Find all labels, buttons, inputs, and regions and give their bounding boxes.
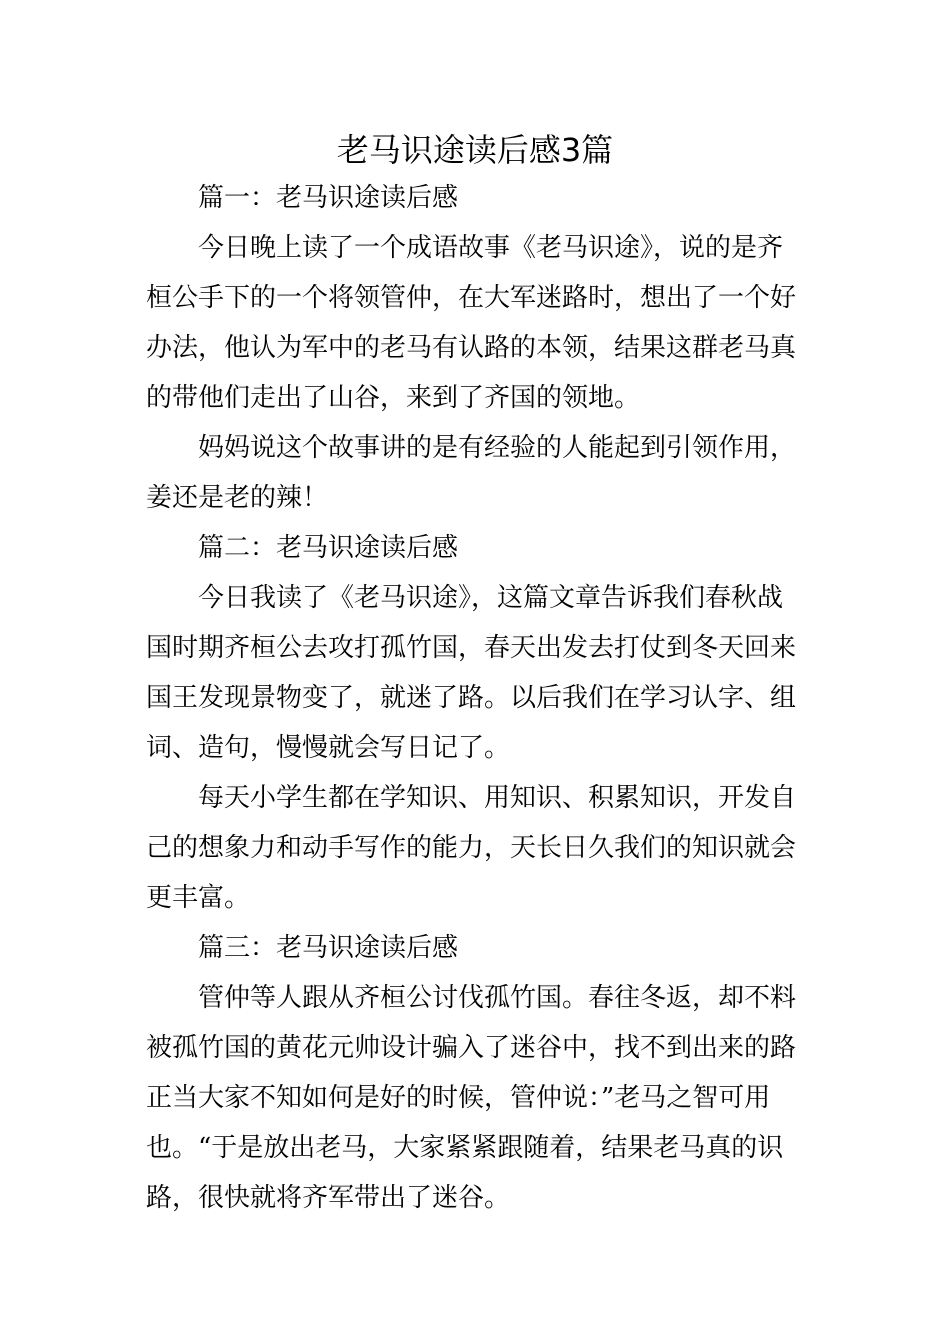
- paragraph-line: 今日晚上读了一个成语故事《老马识途》，说的是齐: [198, 233, 784, 263]
- paragraph-line: 今日我读了《老马识途》，这篇文章告诉我们春秋战: [198, 583, 784, 613]
- document-title: 老马识途读后感3篇: [336, 131, 614, 169]
- paragraph-line: 妈妈说这个故事讲的是有经验的人能起到引领作用，: [198, 433, 797, 463]
- section-heading-2: 篇二：老马识途读后感: [198, 533, 459, 563]
- paragraph-line: 每天小学生都在学知识、用知识、积累知识，开发自: [198, 783, 797, 813]
- paragraph-line: 桓公手下的一个将领管仲，在大军迷路时，想出了一个好: [146, 283, 797, 313]
- paragraph-line: 管仲等人跟从齐桓公讨伐孤竹国。春往冬返，却不料: [198, 983, 797, 1013]
- paragraph-line: 的带他们走出了山谷，来到了齐国的领地。: [146, 383, 641, 413]
- paragraph-line: 姜还是老的辣！: [146, 483, 329, 513]
- paragraph-line: 己的想象力和动手写作的能力，天长日久我们的知识就会: [146, 833, 797, 863]
- paragraph-line: 被孤竹国的黄花元帅设计骗入了迷谷中，找不到出来的路: [146, 1033, 797, 1063]
- paragraph-line: 国时期齐桓公去攻打孤竹国，春天出发去打仗到冬天回来: [146, 633, 797, 663]
- section-heading-3: 篇三：老马识途读后感: [198, 933, 459, 963]
- paragraph-line: 词、造句，慢慢就会写日记了。: [146, 733, 511, 763]
- paragraph-line: 也。“于是放出老马，大家紧紧跟随着，结果老马真的识: [146, 1133, 784, 1163]
- paragraph-line: 路，很快就将齐军带出了迷谷。: [146, 1183, 511, 1213]
- paragraph-line: 国王发现景物变了，就迷了路。以后我们在学习认字、组: [146, 683, 797, 713]
- paragraph-line: 正当大家不知如何是好的时候，管仲说：”老马之智可用: [146, 1083, 771, 1113]
- paragraph-line: 更丰富。: [146, 883, 251, 913]
- section-heading-1: 篇一：老马识途读后感: [198, 183, 459, 213]
- paragraph-line: 办法，他认为军中的老马有认路的本领，结果这群老马真: [146, 333, 797, 363]
